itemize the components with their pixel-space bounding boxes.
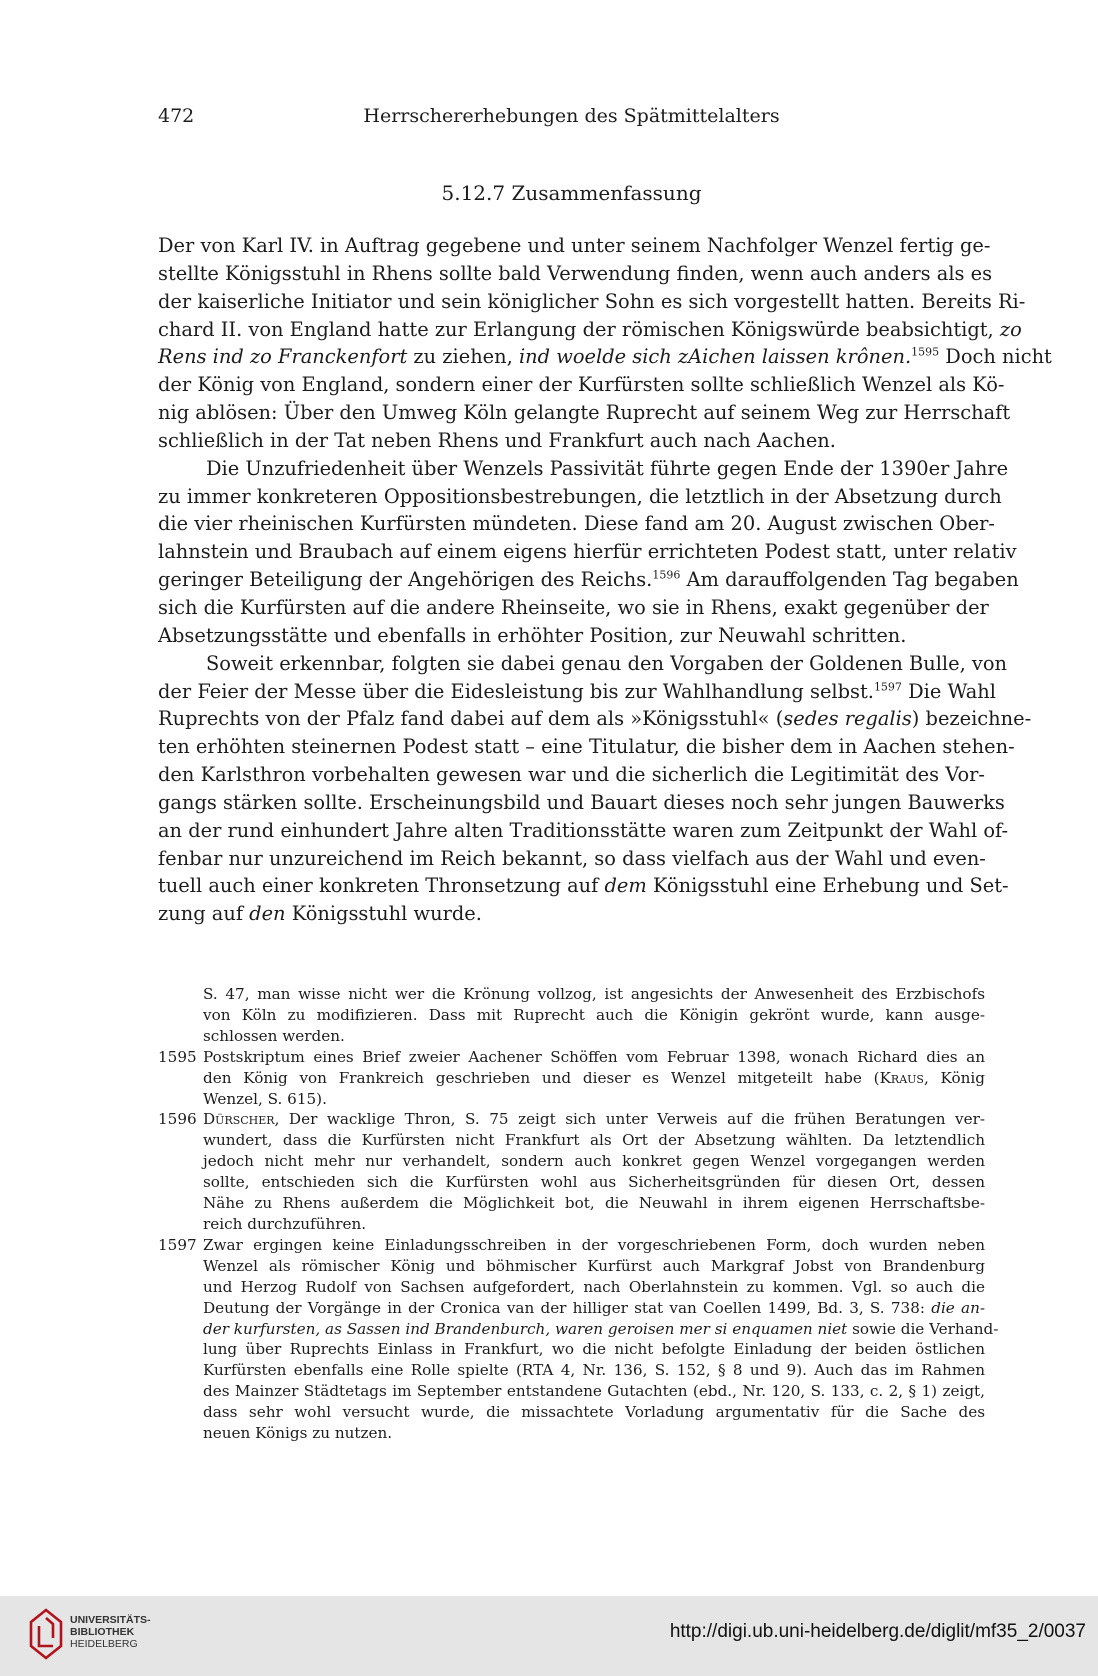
italic-term: den bbox=[249, 902, 286, 926]
footnote-ref-1595[interactable]: 1595 bbox=[911, 345, 940, 359]
text-line: fenbar nur unzureichend im Reich bekannt, so dass vielfach aus der Wahl und even- bbox=[158, 846, 986, 870]
library-name bbox=[70, 1614, 151, 1650]
paragraph-1 bbox=[158, 232, 1052, 455]
text-line: sich die Kurfürsten auf die andere Rheinseite, wo sie in Rhens, exakt gegenüber der bbox=[158, 595, 989, 619]
library-logo-icon[interactable] bbox=[28, 1606, 64, 1662]
footnote-ref-1596[interactable]: 1596 bbox=[652, 568, 681, 582]
running-head bbox=[158, 103, 985, 129]
author-name: Dürscher bbox=[203, 1110, 275, 1129]
footnote-line: der kurfursten, as Sassen ind Brandenburch, waren geroisen mer si enquamen niet sowie die Verhand- bbox=[203, 1319, 999, 1338]
text-line: der kaiserliche Initiator und sein königlicher Sohn es sich vorgestellt hatten. Bereits Ri- bbox=[158, 289, 1026, 313]
paragraph-3 bbox=[158, 650, 1032, 928]
text-line: an der rund einhundert Jahre alten Traditionsstätte waren zum Zeitpunkt der Wahl of- bbox=[158, 818, 1009, 842]
footnote-1595 bbox=[158, 1047, 985, 1110]
text-line: ten erhöhten steinernen Podest statt – eine Titulatur, die bisher dem in Aachen stehen- bbox=[158, 735, 1015, 759]
source-url-link[interactable]: http://digi.ub.uni-heidelberg.de/diglit/mf35_2/0037 bbox=[669, 1621, 1086, 1642]
text-line: den Karlsthron vorbehalten gewesen war und die sicherlich die Legitimität des Vor- bbox=[158, 763, 985, 787]
footnote-number: 1595 bbox=[158, 1047, 197, 1066]
footnote-line: wundert, dass die Kurfürsten nicht Frankfurt als Ort der Absetzung wählten. Da letztendlich bbox=[203, 1131, 985, 1150]
text-line: schließlich in der Tat neben Rhens und Frankfurt auch nach Aachen. bbox=[158, 428, 836, 452]
footnote-line: dass sehr wohl versucht wurde, die missachtete Vorladung argumentativ für die Sache des bbox=[203, 1403, 985, 1422]
footnote-number: 1597 bbox=[158, 1235, 197, 1254]
footnote-line: Nähe zu Rhens außerdem die Möglichkeit bot, die Neuwahl in ihrem eigenen Herrschaftsbe- bbox=[203, 1194, 985, 1213]
text-line: stellte Königsstuhl in Rhens sollte bald Verwendung finden, wenn auch anders als es bbox=[158, 261, 993, 285]
footnote-line: Postskriptum eines Brief zweier Aachener Schöffen vom Februar 1398, wonach Richard dies an bbox=[203, 1047, 985, 1066]
text-line: Absetzungsstätte und ebenfalls in erhöhter Position, zur Neuwahl schritten. bbox=[158, 623, 907, 647]
section-heading: 5.12.7 Zusammenfassung bbox=[441, 181, 702, 205]
text-line: Soweit erkennbar, folgten sie dabei genau den Vorgaben der Goldenen Bulle, von bbox=[206, 651, 1008, 675]
footnote-line: Kurfürsten ebenfalls eine Rolle spielte (RTA 4, Nr. 136, S. 152, § 8 und 9). Auch das im Rahmen bbox=[203, 1361, 985, 1380]
footnote-line: Zwar ergingen keine Einladungsschreiben in der vorgeschriebenen Form, doch wurden neben bbox=[203, 1235, 985, 1254]
page-number: 472 bbox=[158, 105, 195, 127]
text-line: tuell auch einer konkreten Thronsetzung auf dem Königsstuhl eine Erhebung und Set- bbox=[158, 874, 1009, 898]
footnote-number: 1596 bbox=[158, 1110, 197, 1129]
italic-quote: zo bbox=[999, 317, 1022, 341]
footnote-line: Deutung der Vorgänge in der Cronica van der hilliger stat van Coellen 1499, Bd. 3, S. 738: die an- bbox=[203, 1298, 985, 1317]
library-name-line: BIBLIOTHEK bbox=[70, 1626, 135, 1638]
text-line: der König von England, sondern einer der Kurfürsten sollte schließlich Wenzel als Kö- bbox=[158, 373, 1005, 397]
footnote-1597 bbox=[158, 1235, 999, 1444]
text-line: chard II. von England hatte zur Erlangung der römischen Königswürde beabsichtigt, zo bbox=[158, 317, 1022, 341]
footnote-line: reich durchzuführen. bbox=[203, 1214, 367, 1233]
italic-quote: Rens ind zo Franckenfort bbox=[158, 345, 408, 369]
italic-term: dem bbox=[604, 874, 647, 898]
italic-quote: ind woelde sich zAichen laissen krônen. bbox=[518, 345, 912, 369]
text-line: lahnstein und Braubach auf einem eigens hierfür errichteten Podest statt, unter relativ bbox=[158, 540, 1017, 564]
italic-quote: die an- bbox=[931, 1298, 985, 1317]
footnote-line: Wenzel als römischer König und böhmischer Kurfürst auch Markgraf Jobst von Brandenburg bbox=[203, 1256, 985, 1275]
text-line: Der von Karl IV. in Auftrag gegebene und unter seinem Nachfolger Wenzel fertig ge- bbox=[158, 234, 991, 257]
footnote-continuation bbox=[158, 984, 985, 1047]
footnote-line: und Herzog Rudolf von Sachsen aufgefordert, nach Oberlahnstein zu kommen. Vgl. so auch die bbox=[203, 1277, 985, 1296]
running-title: Herrschererhebungen des Spätmittelalters bbox=[363, 105, 780, 127]
footnote-line: S. 47, man wisse nicht wer die Krönung vollzog, ist angesichts der Anwesenheit des Erzbischofs bbox=[203, 985, 985, 1003]
footnote-line: den König von Frankreich geschrieben und dieser es Wenzel mitgeteilt habe (Kraus, König bbox=[203, 1068, 985, 1087]
footnote-line: des Mainzer Städtetags im September entstandene Gutachten (ebd., Nr. 120, S. 133, c. 2, § 1) zeigt, bbox=[203, 1382, 985, 1401]
footnote-line: neuen Königs zu nutzen. bbox=[203, 1424, 393, 1443]
footnote-line: schlossen werden. bbox=[203, 1026, 345, 1045]
text-line: zu immer konkreteren Oppositionsbestrebungen, die letztlich in der Absetzung durch bbox=[158, 484, 1002, 508]
paragraph-2 bbox=[158, 455, 1019, 650]
footnote-line: Dürscher, Der wacklige Thron, S. 75 zeigt sich unter Verweis auf die frühen Beratungen ver- bbox=[203, 1110, 985, 1129]
text-line: die vier rheinischen Kurfürsten mündeten. Diese fand am 20. August zwischen Ober- bbox=[158, 512, 995, 536]
footnotes bbox=[158, 984, 999, 1444]
author-name: Kraus bbox=[879, 1068, 924, 1087]
footnote-ref-1597[interactable]: 1597 bbox=[873, 680, 902, 694]
footnote-line: von Köln zu modifizieren. Dass mit Ruprecht auch die Königin gekrönt wurde, kann ausge- bbox=[203, 1005, 985, 1024]
footnote-line: jedoch nicht mehr nur verhandelt, sondern auch konkret gegen Wenzel vorgegangen werden bbox=[203, 1152, 985, 1171]
text-line: Die Unzufriedenheit über Wenzels Passivität führte gegen Ende der 1390er Jahre bbox=[206, 456, 1009, 480]
text-line: zung auf den Königsstuhl wurde. bbox=[158, 902, 482, 926]
library-name-line: UNIVERSITÄTS- bbox=[70, 1614, 151, 1626]
italic-quote: der kurfursten, as Sassen ind Brandenburch, waren geroisen mer si enquamen niet bbox=[203, 1319, 848, 1338]
footnote-line: lung über Ruprechts Einlass in Frankfurt, wo die nicht befolgte Einladung der beiden östlichen bbox=[203, 1340, 985, 1359]
text-line: geringer Beteiligung der Angehörigen des Reichs.$^{1596}$ Am darauffolgenden Tag begaben bbox=[158, 568, 1019, 592]
text-line: gangs stärken sollte. Erscheinungsbild und Bauart dieses noch sehr jungen Bauwerks bbox=[158, 790, 1005, 814]
italic-term: sedes regalis bbox=[783, 707, 912, 731]
text-line: Rens ind zo Franckenfort zu ziehen, ind woelde sich zAichen laissen krônen.$^{1595}$ Doch nicht bbox=[158, 345, 1052, 369]
footnote-line: sollte, entschieden sich die Kurfürsten wohl aus Sicherheitsgründen für diesen Ort, dessen bbox=[203, 1173, 985, 1192]
text-line: der Feier der Messe über die Eidesleistung bis zur Wahlhandlung selbst.$^{1597}$ Die Wahl bbox=[158, 679, 996, 703]
footnote-1596 bbox=[158, 1109, 985, 1234]
body-text bbox=[158, 232, 1052, 928]
text-line: nig ablösen: Über den Umweg Köln gelangte Ruprecht auf seinem Weg zur Herrschaft bbox=[158, 401, 1011, 425]
library-name-line: HEIDELBERG bbox=[70, 1638, 138, 1650]
text-line: Ruprechts von der Pfalz fand dabei auf dem als »Königsstuhl« (sedes regalis) bezeichne- bbox=[158, 707, 1032, 731]
footnote-line: Wenzel, S. 615). bbox=[203, 1089, 327, 1108]
